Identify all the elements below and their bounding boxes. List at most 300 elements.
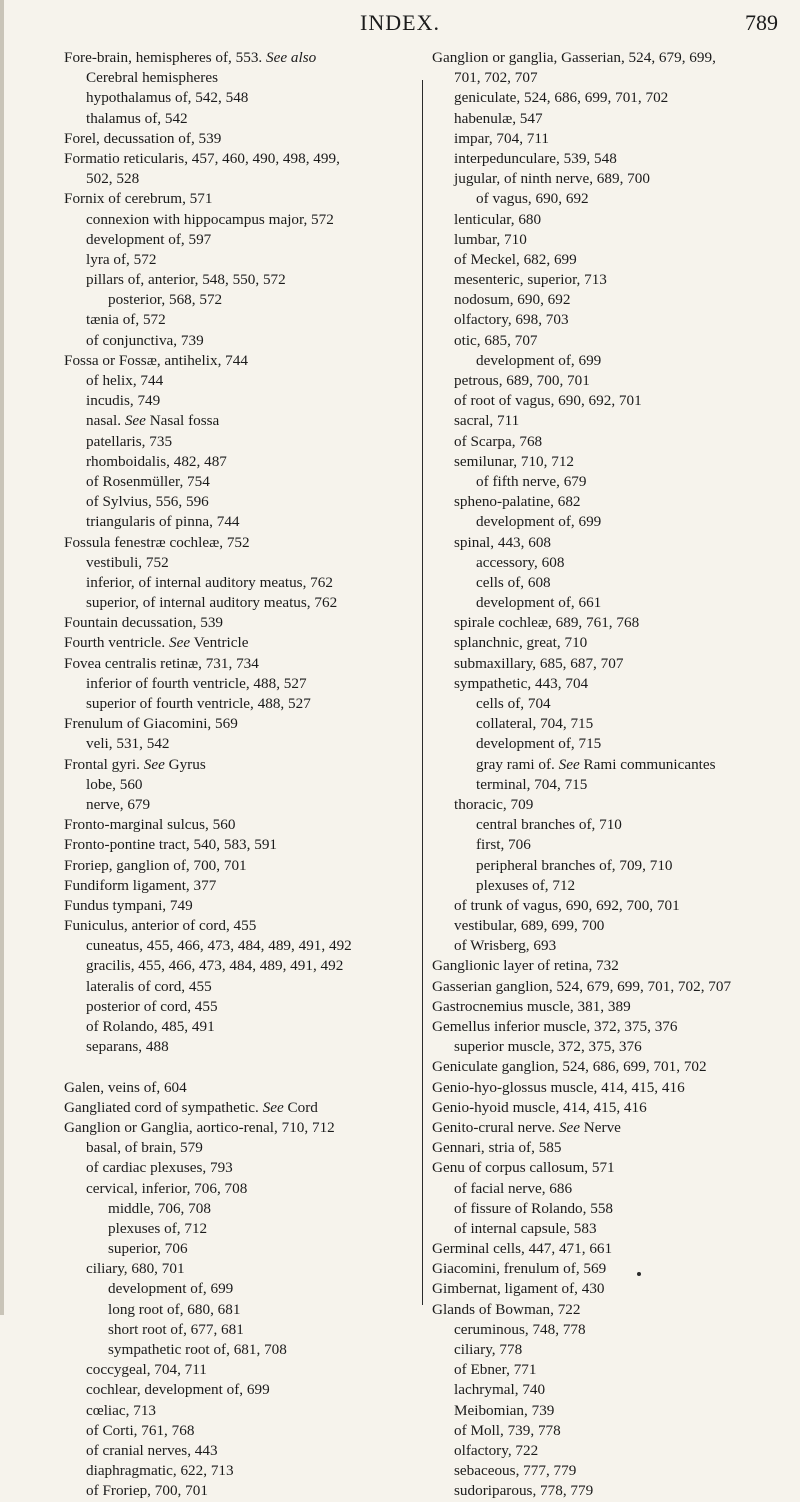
index-entry: [64, 1078, 409, 1098]
index-subentry: [64, 1441, 409, 1461]
entry-text: pillars of, anterior, 548, 550, 572: [86, 271, 286, 289]
entry-text: Gimbernat, ligament of, 430: [432, 1280, 605, 1298]
index-subentry: [432, 210, 792, 230]
index-subentry: [64, 1199, 409, 1219]
index-subentry: [432, 775, 792, 795]
index-subentry: [432, 553, 792, 573]
entry-text: long root of, 680, 681: [108, 1300, 241, 1318]
entry-text: of Froriep, 700, 701: [86, 1482, 208, 1500]
entry-text: cervical, inferior, 706, 708: [86, 1179, 248, 1197]
entry-text: vestibuli, 752: [86, 553, 169, 571]
index-entry: [432, 1078, 792, 1098]
entry-text: lateralis of cord, 455: [86, 977, 212, 995]
entry-text: Funiculus, anterior of cord, 455: [64, 917, 257, 935]
index-subentry: [432, 1401, 792, 1421]
entry-text: of Rolando, 485, 491: [86, 1018, 215, 1035]
index-subentry: [64, 290, 409, 310]
entry-text: Fountain decussation, 539: [64, 614, 224, 632]
entry-text: of Ebner, 771: [454, 1361, 537, 1379]
index-subentry: [432, 654, 792, 674]
entry-text: of cranial nerves, 443: [86, 1441, 218, 1459]
index-entry: [432, 1259, 792, 1279]
entry-text: Cerebral hemispheres: [86, 69, 218, 87]
entry-text: posterior, 568, 572: [108, 291, 223, 309]
index-subentry: [432, 936, 792, 956]
index-subentry: [64, 593, 409, 613]
entry-text: Genu of corpus callosum, 571: [432, 1159, 615, 1177]
entry-text: of Sylvius, 556, 596: [86, 493, 209, 511]
entry-text: vestibular, 689, 699, 700: [454, 917, 605, 935]
index-entry: [432, 48, 792, 68]
entry-text: Froriep, ganglion of, 700, 701: [64, 856, 247, 874]
index-column-right: [432, 48, 792, 1502]
index-entry: [432, 1279, 792, 1299]
entry-text: interpedunculare, 539, 548: [454, 149, 617, 167]
entry-text: Germinal cells, 447, 471, 661: [432, 1240, 613, 1258]
index-subentry: [64, 250, 409, 270]
entry-text: of Scarpa, 768: [454, 432, 543, 450]
entry-text: middle, 706, 708: [108, 1199, 211, 1217]
entry-text: Meibomian, 739: [454, 1401, 555, 1419]
entry-text: Frenulum of Giacomini, 569: [64, 715, 238, 733]
index-entry: [64, 815, 409, 835]
entry-text: development of, 699: [476, 351, 602, 369]
entry-text: cuneatus, 455, 466, 473, 484, 489, 491, 492: [86, 937, 352, 955]
index-subentry: [432, 512, 792, 532]
entry-text: Fronto-marginal sulcus, 560: [64, 816, 236, 834]
index-subentry: [64, 391, 409, 411]
index-entry: [64, 1118, 409, 1138]
index-subentry: [64, 1421, 409, 1441]
index-subentry: [64, 310, 409, 330]
index-subentry: [432, 916, 792, 936]
index-subentry: [432, 290, 792, 310]
entry-text: Ganglion or ganglia, Gasserian, 524, 679, 699,: [432, 49, 716, 66]
see-reference: See: [558, 1118, 580, 1136]
entry-text: lachrymal, 740: [454, 1381, 546, 1399]
see-reference: See: [143, 755, 165, 773]
entry-text: thalamus of, 542: [86, 109, 188, 127]
index-entry: [64, 876, 409, 896]
entry-text: Gasserian ganglion, 524, 679, 699, 701, 702, 707: [432, 977, 732, 995]
entry-text: development of, 699: [476, 513, 602, 531]
index-entry: [432, 1239, 792, 1259]
entry-text: short root of, 677, 681: [108, 1320, 244, 1338]
index-subentry: [64, 977, 409, 997]
entry-text: Gennari, stria of, 585: [432, 1139, 562, 1157]
entry-text: Gemellus inferior muscle, 372, 375, 376: [432, 1018, 678, 1035]
entry-text: nasal.: [86, 412, 125, 430]
index-subentry: [432, 1380, 792, 1400]
entry-text: of conjunctiva, 739: [86, 331, 204, 349]
index-subentry: [432, 371, 792, 391]
index-entry: [64, 856, 409, 876]
entry-text: cochlear, development of, 699: [86, 1381, 270, 1399]
index-entry: [64, 755, 409, 775]
entry-text: Giacomini, frenulum of, 569: [432, 1260, 607, 1278]
entry-text: of Moll, 739, 778: [454, 1421, 561, 1439]
entry-text: spirale cochleæ, 689, 761, 768: [454, 614, 640, 632]
entry-text: Formatio reticularis, 457, 460, 490, 498, 499,: [64, 149, 340, 167]
index-subentry: [432, 613, 792, 633]
index-subentry: [64, 492, 409, 512]
index-subentry: [432, 533, 792, 553]
entry-text: coccygeal, 704, 711: [86, 1361, 207, 1379]
entry-text: Fronto-pontine tract, 540, 583, 591: [64, 836, 278, 854]
index-entry: [64, 835, 409, 855]
index-subentry: [64, 1300, 409, 1320]
index-subentry: [64, 936, 409, 956]
index-subentry: [64, 331, 409, 351]
index-subentry: [432, 1421, 792, 1441]
entry-text: superior muscle, 372, 375, 376: [454, 1038, 642, 1056]
index-subentry: [64, 775, 409, 795]
index-subentry: [64, 997, 409, 1017]
index-subentry: [432, 573, 792, 593]
index-entry: [64, 129, 409, 149]
entry-text: Fourth ventricle.: [64, 634, 170, 652]
see-reference: See: [262, 1098, 284, 1116]
entry-text: Fossula fenestræ cochleæ, 752: [64, 533, 250, 551]
index-subentry: [64, 1219, 409, 1239]
entry-text: plexuses of, 712: [108, 1219, 208, 1237]
index-subentry: [64, 1481, 409, 1501]
entry-text: Genito-crural nerve.: [432, 1118, 559, 1136]
column-divider: [422, 80, 423, 1305]
index-subentry: [432, 694, 792, 714]
index-subentry: [432, 492, 792, 512]
entry-text: sebaceous, 777, 779: [454, 1462, 577, 1480]
entry-text: lenticular, 680: [454, 210, 542, 228]
entry-text: of internal capsule, 583: [454, 1219, 597, 1237]
entry-text: Frontal gyri.: [64, 755, 144, 773]
entry-text: of trunk of vagus, 690, 692, 700, 701: [454, 896, 680, 914]
entry-text: superior, of internal auditory meatus, 762: [86, 594, 338, 612]
page-header: [0, 8, 800, 42]
entry-text: of cardiac plexuses, 793: [86, 1159, 233, 1177]
index-subentry: [432, 795, 792, 815]
entry-text: thoracic, 709: [454, 795, 534, 813]
index-subentry: [64, 1320, 409, 1340]
entry-text: of Rosenmüller, 754: [86, 472, 210, 490]
entry-text: ciliary, 680, 701: [86, 1260, 185, 1278]
index-subentry: [432, 109, 792, 129]
index-subentry: [64, 1138, 409, 1158]
entry-text: Glands of Bowman, 722: [432, 1300, 581, 1318]
entry-text: otic, 685, 707: [454, 331, 538, 349]
page-number: 789: [745, 10, 778, 35]
index-entry: [432, 997, 792, 1017]
entry-text: geniculate, 524, 686, 699, 701, 702: [454, 89, 669, 107]
index-subentry: [432, 1219, 792, 1239]
index-subentry: [432, 734, 792, 754]
entry-text: Rami communicantes: [579, 755, 716, 773]
index-subentry: [432, 1320, 792, 1340]
entry-text: of fissure of Rolando, 558: [454, 1199, 614, 1217]
index-entry: [64, 533, 409, 553]
entry-text: triangularis of pinna, 744: [86, 513, 240, 531]
entry-text: nodosum, 690, 692: [454, 291, 571, 309]
index-subentry: [432, 856, 792, 876]
index-column-left: [64, 48, 409, 1502]
entry-text: Nerve: [580, 1118, 621, 1136]
entry-text: impar, 704, 711: [454, 129, 550, 147]
entry-text: collateral, 704, 715: [476, 715, 594, 733]
index-subentry: [432, 149, 792, 169]
entry-text: splanchnic, great, 710: [454, 634, 588, 652]
index-entry: [432, 977, 792, 997]
entry-text: Nasal fossa: [145, 412, 220, 430]
entry-text: sympathetic, 443, 704: [454, 674, 589, 692]
index-entry: [432, 1118, 792, 1138]
index-entry: [64, 48, 409, 68]
entry-text: central branches of, 710: [476, 816, 622, 834]
index-subentry: [64, 88, 409, 108]
index-subentry: [64, 1380, 409, 1400]
entry-text: Genio-hyoid muscle, 414, 415, 416: [432, 1098, 647, 1116]
entry-text: of fifth nerve, 679: [476, 472, 587, 490]
entry-text: semilunar, 710, 712: [454, 452, 575, 470]
entry-text: Fornix of cerebrum, 571: [64, 190, 213, 208]
see-reference: See: [169, 634, 191, 652]
entry-text: inferior of fourth ventricle, 488, 527: [86, 674, 307, 692]
entry-text: Fore-brain, hemispheres of, 553.: [64, 49, 267, 66]
index-subentry: [64, 1259, 409, 1279]
entry-text: spheno-palatine, 682: [454, 493, 581, 511]
index-subentry: [64, 1401, 409, 1421]
index-subentry: [432, 1199, 792, 1219]
letter-section-gap: [64, 1057, 409, 1077]
index-entry: [64, 654, 409, 674]
index-subentry: [64, 694, 409, 714]
index-subentry: [432, 755, 792, 775]
entry-text: Geniculate ganglion, 524, 686, 699, 701, 702: [432, 1058, 707, 1076]
index-subentry: [64, 795, 409, 815]
index-subentry: [432, 169, 792, 189]
index-subentry: [432, 472, 792, 492]
index-subentry: [432, 714, 792, 734]
entry-text: of helix, 744: [86, 372, 164, 389]
index-subentry: [432, 896, 792, 916]
entry-text: first, 706: [476, 836, 531, 854]
see-reference: See: [124, 412, 146, 430]
entry-text: Fundiform ligament, 377: [64, 876, 217, 894]
index-entry: [432, 956, 792, 976]
entry-text: 701, 702, 707: [454, 69, 538, 87]
index-entry: [432, 1098, 792, 1118]
index-subentry: [432, 674, 792, 694]
entry-text: of root of vagus, 690, 692, 701: [454, 392, 642, 410]
entry-text: Gangliated cord of sympathetic.: [64, 1098, 263, 1116]
index-subentry: [64, 432, 409, 452]
index-subentry: [432, 1340, 792, 1360]
page-edge-shadow: [0, 0, 4, 1315]
index-subentry: [432, 331, 792, 351]
index-subentry: [432, 1481, 792, 1501]
index-subentry: [64, 674, 409, 694]
entry-text: incudis, 749: [86, 392, 161, 410]
entry-text: Cord: [283, 1098, 318, 1116]
index-subentry: [432, 88, 792, 108]
index-entry: [64, 633, 409, 653]
entry-text: basal, of brain, 579: [86, 1139, 203, 1157]
index-entry: [432, 1158, 792, 1178]
entry-text: terminal, 704, 715: [476, 775, 588, 793]
entry-text: patellaris, 735: [86, 432, 173, 450]
entry-text: mesenteric, superior, 713: [454, 271, 607, 289]
entry-text: of Corti, 761, 768: [86, 1421, 195, 1439]
entry-text: veli, 531, 542: [86, 735, 170, 753]
index-subentry: [64, 411, 409, 431]
index-subentry: [64, 109, 409, 129]
index-subentry: [64, 573, 409, 593]
index-subentry: [64, 1279, 409, 1299]
entry-text: sacral, 711: [454, 412, 520, 430]
entry-text: ceruminous, 748, 778: [454, 1320, 586, 1338]
index-subentry: [64, 1360, 409, 1380]
index-entry: [64, 1098, 409, 1118]
entry-text: lobe, 560: [86, 775, 143, 793]
index-subentry: [432, 876, 792, 896]
index-subentry: [432, 432, 792, 452]
entry-text: of vagus, 690, 692: [476, 190, 589, 208]
index-entry: [64, 714, 409, 734]
entry-text: Forel, decussation of, 539: [64, 129, 222, 147]
entry-text: sudoriparous, 778, 779: [454, 1482, 594, 1500]
index-subentry: [432, 310, 792, 330]
index-subentry: [432, 815, 792, 835]
entry-text: Ganglion or Ganglia, aortico-renal, 710, 712: [64, 1118, 335, 1136]
index-subentry: [432, 391, 792, 411]
entry-text: cells of, 608: [476, 573, 551, 591]
entry-text: ciliary, 778: [454, 1341, 523, 1358]
entry-text: accessory, 608: [476, 553, 565, 571]
page-title: INDEX.: [360, 10, 440, 35]
entry-text: Gyrus: [164, 755, 206, 773]
index-subentry: [432, 835, 792, 855]
entry-text: Fundus tympani, 749: [64, 896, 193, 914]
entry-text: cœliac, 713: [86, 1401, 157, 1419]
entry-text: development of, 597: [86, 230, 212, 248]
index-subentry: [432, 411, 792, 431]
index-subentry: [64, 734, 409, 754]
entry-text: Fovea centralis retinæ, 731, 734: [64, 654, 259, 672]
entry-text: connexion with hippocampus major, 572: [86, 210, 334, 228]
see-reference: See: [558, 755, 580, 773]
index-subentry: [64, 1017, 409, 1037]
entry-text: spinal, 443, 608: [454, 533, 552, 551]
entry-text: gracilis, 455, 466, 473, 484, 489, 491, 492: [86, 957, 344, 975]
entry-text: habenulæ, 547: [454, 109, 543, 127]
index-subentry: [64, 1340, 409, 1360]
see-reference: See also: [266, 49, 317, 66]
entry-text: of Meckel, 682, 699: [454, 250, 577, 268]
index-subentry: [64, 512, 409, 532]
index-subentry: [432, 593, 792, 613]
entry-text: olfactory, 722: [454, 1441, 539, 1459]
index-entry: [432, 1300, 792, 1320]
entry-text: separans, 488: [86, 1038, 169, 1056]
entry-text: Ventricle: [190, 634, 249, 652]
entry-text: cells of, 704: [476, 695, 551, 712]
index-subentry: [432, 230, 792, 250]
index-subentry: [64, 210, 409, 230]
index-subentry: [64, 1239, 409, 1259]
index-subentry: [64, 1461, 409, 1481]
index-entry: [64, 189, 409, 209]
entry-text: plexuses of, 712: [476, 876, 576, 894]
index-subentry: [432, 270, 792, 290]
entry-text: sympathetic root of, 681, 708: [108, 1341, 287, 1358]
index-subentry: [64, 1037, 409, 1057]
index-subentry: [64, 472, 409, 492]
index-subentry: [432, 351, 792, 371]
index-subentry: [432, 1179, 792, 1199]
index-subentry: [64, 169, 409, 189]
index-subentry: [64, 68, 409, 88]
entry-text: Gastrocnemius muscle, 381, 389: [432, 997, 631, 1015]
entry-text: diaphragmatic, 622, 713: [86, 1462, 234, 1480]
entry-text: jugular, of ninth nerve, 689, 700: [454, 170, 650, 188]
index-subentry: [432, 1360, 792, 1380]
index-subentry: [64, 371, 409, 391]
index-entry: [64, 351, 409, 371]
entry-text: inferior, of internal auditory meatus, 762: [86, 573, 333, 591]
entry-text: development of, 715: [476, 735, 602, 753]
entry-text: of facial nerve, 686: [454, 1179, 573, 1197]
entry-text: olfactory, 698, 703: [454, 311, 569, 329]
index-subentry: [64, 452, 409, 472]
entry-text: Galen, veins of, 604: [64, 1078, 187, 1096]
index-entry: [432, 1017, 792, 1037]
entry-text: lyra of, 572: [86, 250, 157, 268]
entry-text: development of, 661: [476, 594, 602, 612]
index-subentry: [432, 250, 792, 270]
index-subentry: [64, 1158, 409, 1178]
index-subentry: [64, 1179, 409, 1199]
index-entry: [64, 149, 409, 169]
index-subentry: [432, 1441, 792, 1461]
entry-text: Ganglionic layer of retina, 732: [432, 957, 619, 975]
entry-text: 502, 528: [86, 170, 140, 188]
index-entry: [432, 1138, 792, 1158]
entry-text: superior, 706: [108, 1240, 188, 1258]
index-subentry: [432, 68, 792, 88]
index-subentry: [64, 553, 409, 573]
entry-text: of Wrisberg, 693: [454, 937, 557, 955]
index-subentry: [64, 956, 409, 976]
entry-text: submaxillary, 685, 687, 707: [454, 654, 624, 672]
index-subentry: [432, 1037, 792, 1057]
entry-text: superior of fourth ventricle, 488, 527: [86, 695, 311, 712]
index-subentry: [432, 452, 792, 472]
index-subentry: [64, 270, 409, 290]
printer-dot: [637, 1272, 641, 1276]
entry-text: posterior of cord, 455: [86, 997, 218, 1015]
index-entry: [432, 1057, 792, 1077]
index-subentry: [432, 129, 792, 149]
entry-text: petrous, 689, 700, 701: [454, 372, 590, 389]
index-entry: [64, 896, 409, 916]
entry-text: rhomboidalis, 482, 487: [86, 452, 227, 470]
entry-text: nerve, 679: [86, 795, 151, 813]
index-subentry: [64, 230, 409, 250]
entry-text: development of, 699: [108, 1280, 234, 1298]
entry-text: Fossa or Fossæ, antihelix, 744: [64, 351, 248, 369]
index-entry: [64, 916, 409, 936]
entry-text: Genio-hyo-glossus muscle, 414, 415, 416: [432, 1078, 685, 1096]
index-subentry: [432, 1461, 792, 1481]
